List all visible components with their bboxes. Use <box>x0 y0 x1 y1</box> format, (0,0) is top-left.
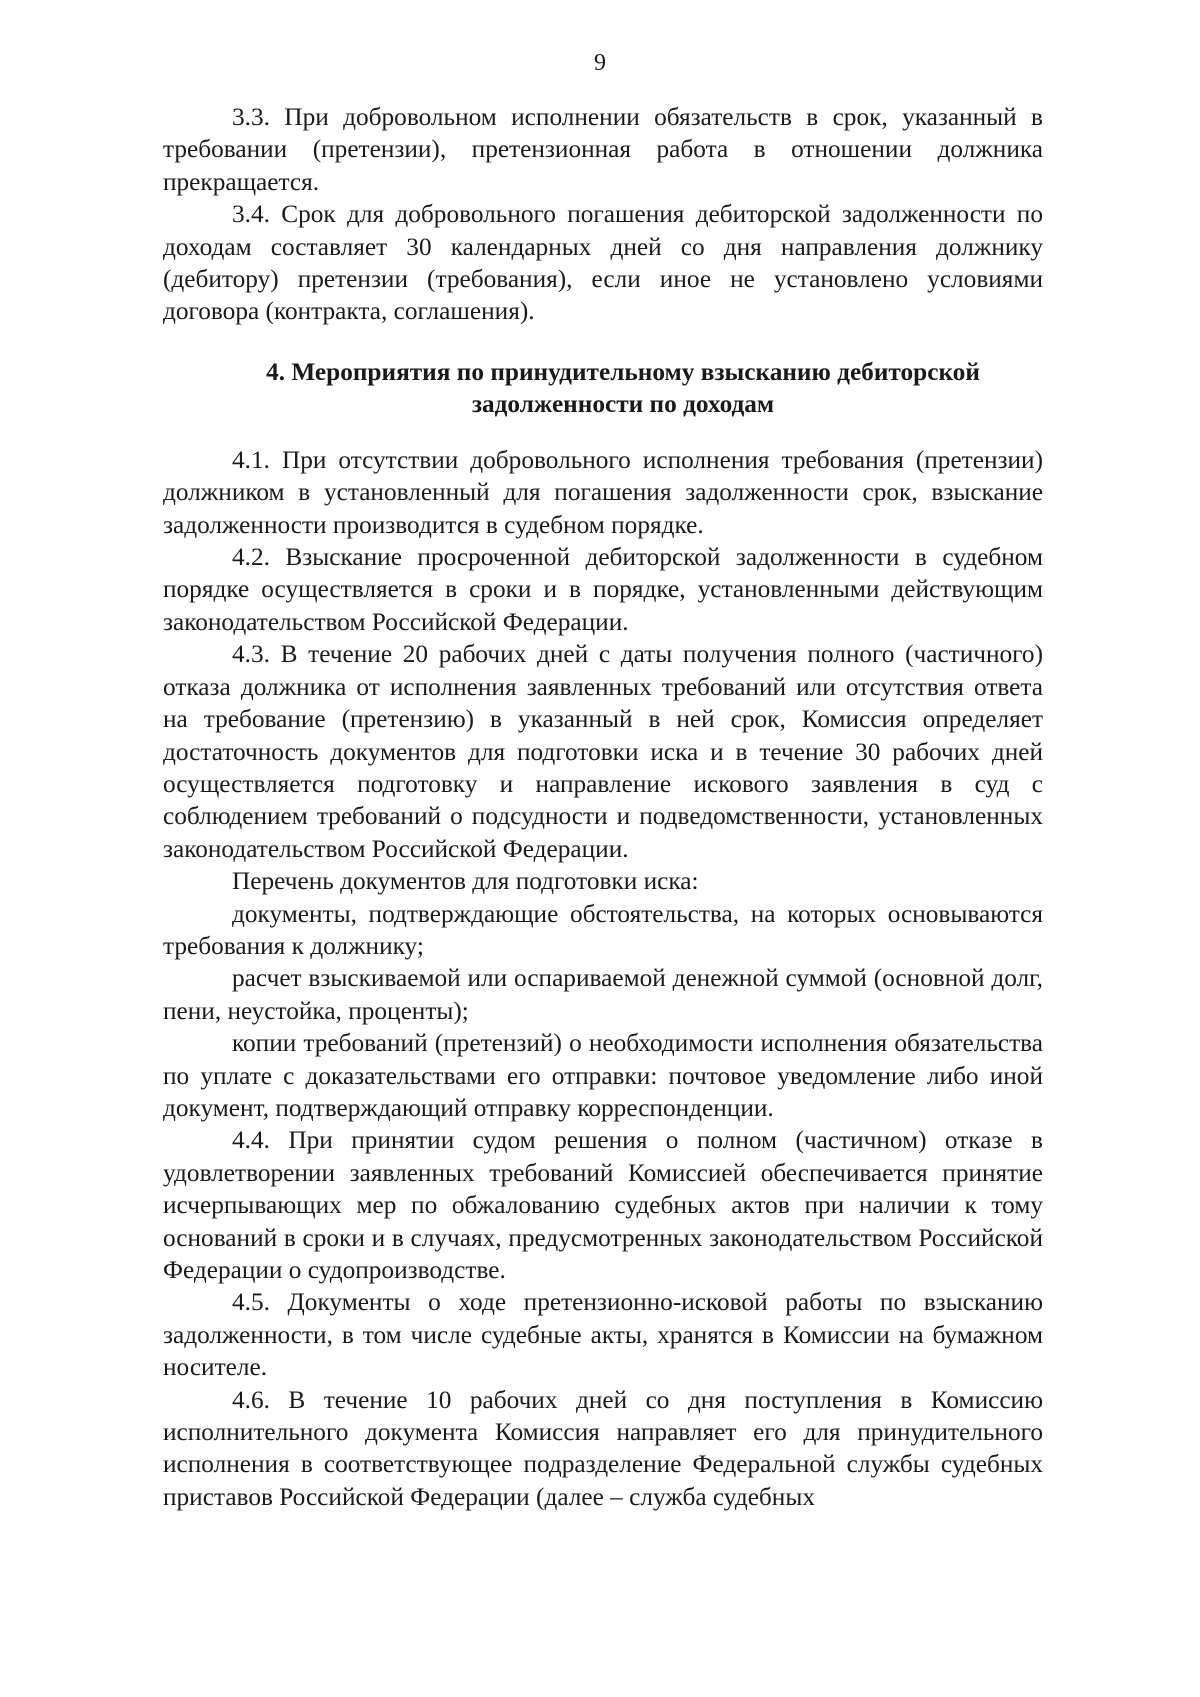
section-heading-line-2: задолженности по доходам <box>471 389 775 418</box>
page-number: 9 <box>594 50 606 76</box>
paragraph-4-1: 4.1. При отсутствии добровольного исполнения требования (претензии) должником в установленный для погашения задолженности срок, взыскание задолженности производится в судебном порядке. <box>163 445 1043 539</box>
paragraph-3-4: 3.4. Срок для добровольного погашения дебиторской задолженности по доходам составляет 30 календарных дней со дня направления должнику (дебитору) претензии (требования), если иное не установлено условиями договора (контракта, соглашения). <box>163 200 1043 326</box>
documents-list-item: копии требований (претензий) о необходимости исполнения обязательства по уплате с доказательствами его отправки: почтовое уведомление либо иной документ, подтверждающий отправку корреспонденции. <box>163 1029 1043 1122</box>
paragraph-4-4: 4.4. При принятии судом решения о полном (частичном) отказе в удовлетворении заявленных требований Комиссией обеспечивается принятие исчерпывающих мер по обжалованию судебных актов при наличии к тому оснований в сроки и в случаях, предусмотренных законодательством Российской Федерации о судопроизводстве. <box>163 1126 1043 1284</box>
paragraph-3-3: 3.3. При добровольном исполнении обязательств в срок, указанный в требовании (претензии), претензионная работа в отношении должника прекращается. <box>163 103 1043 196</box>
paragraph-4-2: 4.2. Взыскание просроченной дебиторской задолженности в судебном порядке осуществляется в сроки и в порядке, установленными действующим законодательством Российской Федерации. <box>163 543 1043 636</box>
documents-list-intro: Перечень документов для подготовки иска: <box>232 867 699 896</box>
section-heading <box>163 356 1043 420</box>
documents-list-item: расчет взыскиваемой или оспариваемой денежной суммой (основной долг, пени, неустойка, проценты); <box>163 964 1043 1025</box>
paragraph-4-3: 4.3. В течение 20 рабочих дней с даты получения полного (частичного) отказа должника от исполнения заявленных требований или отсутствия ответа на требование (претензию) в указанный в ней срок, Комиссия определяет достаточность документов для подготовки иска и в течение 30 рабочих дней осуществляется подготовку и направление искового заявления в суд с соблюдением требований о подсудности и подведомственности, установленных законодательством Российской Федерации. <box>163 640 1043 863</box>
paragraph-4-5: 4.5. Документы о ходе претензионно-исковой работы по взысканию задолженности, в том числе судебные акты, хранятся в Комиссии на бумажном носителе. <box>163 1288 1043 1382</box>
paragraph-4-6: 4.6. В течение 10 рабочих дней со дня поступления в Комиссию исполнительного документа Комиссия направляет его для принудительного исполнения в соответствующее подразделение Федеральной службы судебных приставов Российской Федерации (далее – служба судебных <box>163 1385 1043 1511</box>
documents-list-item: документы, подтверждающие обстоятельства, на которых основываются требования к должнику; <box>163 899 1043 960</box>
document-body <box>163 101 1043 1513</box>
section-heading-line-1: 4. Мероприятия по принудительному взысканию дебиторской <box>266 357 980 386</box>
